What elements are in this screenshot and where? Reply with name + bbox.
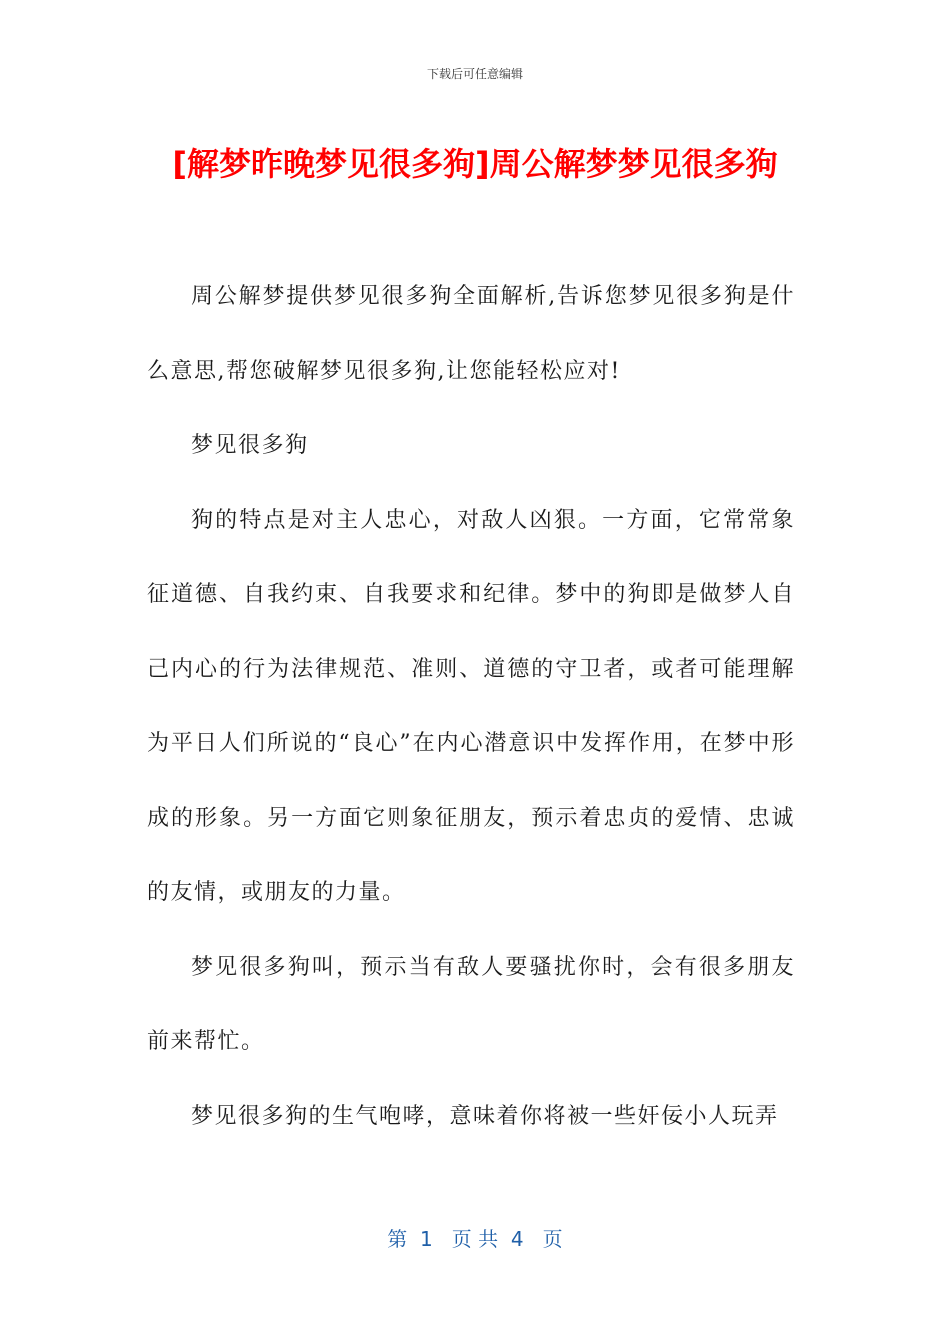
header-note: 下载后可任意编辑 — [426, 67, 523, 81]
document-body — [147, 260, 795, 1154]
paragraph-intro: 周公解梦提供梦见很多狗全面解析,告诉您梦见很多狗是什么意思,帮您破解梦见很多狗,让您能轻松应对! — [147, 284, 795, 384]
paragraph-dog-meaning: 狗的特点是对主人忠心，对敌人凶狠。一方面，它常常象征道德、自我约束、自我要求和纪律。梦中的狗即是做梦人自己内心的行为法律规范、准则、道德的守卫者，或者可能理解为平日人们所说的“良心”在内心潜意识中发挥作用，在梦中形成的形象。另一方面它则象征朋友，预示着忠贞的爱情、忠诚的友情，或朋友的力量。 — [147, 507, 795, 905]
page-footer: 第 1 页 共 4 页 — [387, 1227, 563, 1251]
paragraph-heading: 梦见很多狗 — [191, 433, 309, 458]
paragraph-dogs-growling: 梦见很多狗的生气咆哮，意味着你将被一些奸佞小人玩弄 — [191, 1103, 779, 1129]
paragraph-dogs-barking: 梦见很多狗叫，预示当有敌人要骚扰你时，会有很多朋友前来帮忙。 — [147, 954, 795, 1054]
document-title: [解梦昨晚梦见很多狗]周公解梦梦见很多狗 — [172, 145, 778, 183]
